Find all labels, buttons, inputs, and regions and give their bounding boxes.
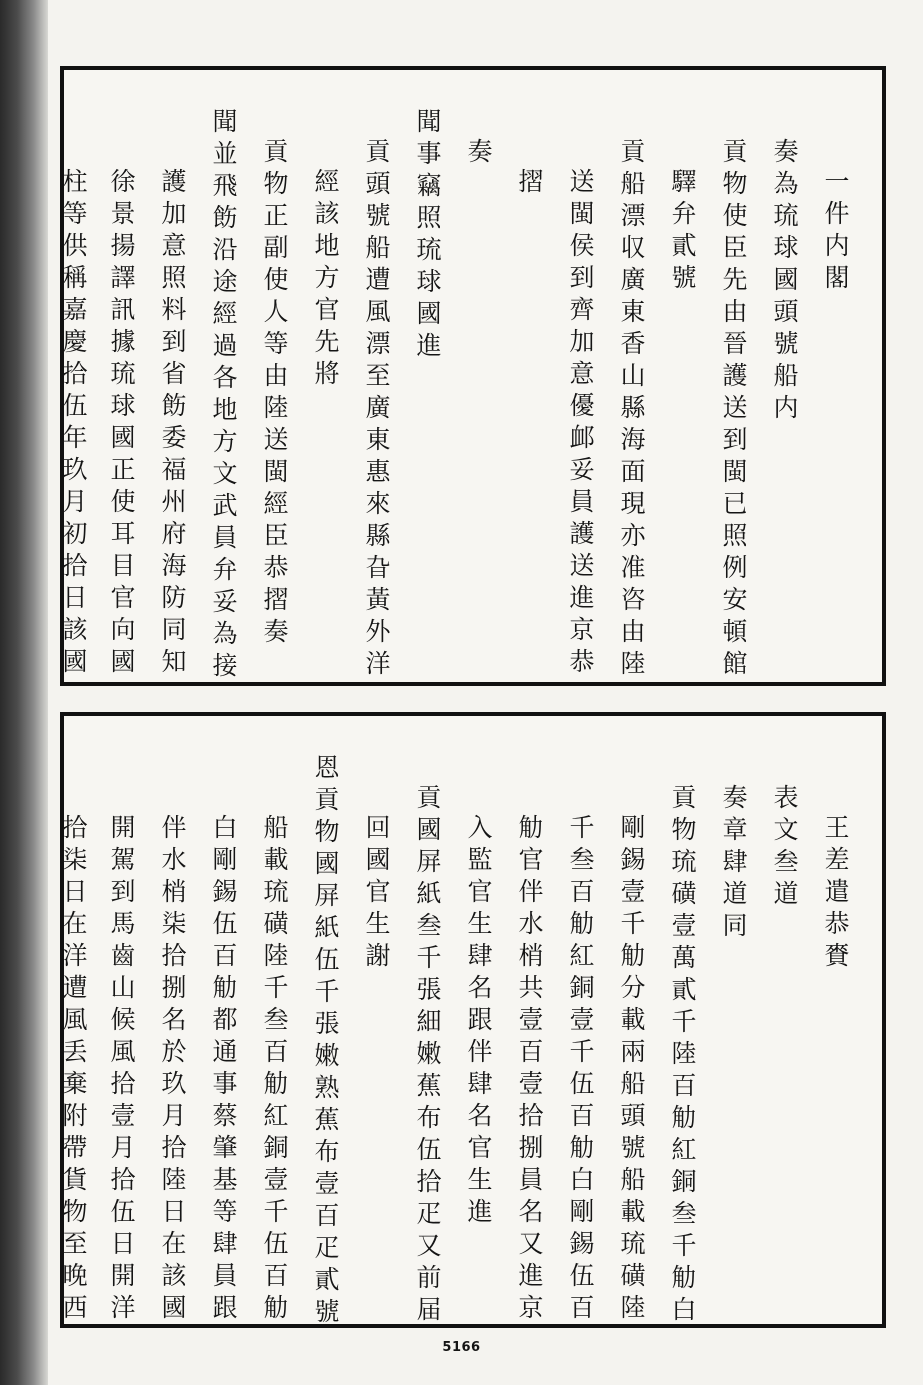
text-column: 入監官生肆名跟伴肆名官生進 (464, 814, 493, 1230)
text-column: 聞並飛飭沿途經過各地方文武員弁妥為接 (209, 108, 238, 684)
upper-document-panel (60, 66, 886, 686)
text-column: 貢物琉磺壹萬貳千陸百觔紅銅叁千觔白 (668, 784, 697, 1328)
text-column: 聞事竊照琉球國進 (413, 108, 442, 364)
text-column: 護加意照料到省飭委福州府海防同知 (158, 168, 187, 680)
text-column: 回國官生謝 (362, 814, 391, 974)
lower-document-panel (60, 712, 886, 1328)
text-column: 開駕到馬齒山候風拾壹月拾伍日開洋 (107, 814, 136, 1326)
text-column: 一件内閣 (821, 168, 850, 296)
text-column: 王差遣恭賚 (821, 814, 850, 974)
text-column: 貢頭號船遭風漂至廣東惠來縣旮黃外洋 (362, 138, 391, 682)
text-column: 貢物使臣先由晉護送到閩已照例安頓館 (719, 138, 748, 682)
text-column: 千叁百觔紅銅壹千伍百觔白剛錫伍百 (566, 814, 595, 1326)
page-number: 5166 (442, 1340, 481, 1355)
text-column: 貢物正副使人等由陸送閩經臣恭摺奏 (260, 138, 289, 650)
text-column: 觔官伴水梢共壹百壹拾捌員名又進京 (515, 814, 544, 1326)
text-column: 奏 (464, 138, 493, 170)
text-column: 伴水梢柒拾捌名於玖月拾陸日在該國 (158, 814, 187, 1326)
text-column: 表文叁道 (770, 784, 799, 912)
book-binding-shadow (0, 0, 48, 1385)
text-column: 送閩侯到齊加意優䘏妥員護送進京恭 (566, 168, 595, 680)
text-column: 驛弁貳號 (668, 168, 697, 296)
text-column: 貢船漂収廣東香山縣海面現亦准咨由陸 (617, 138, 646, 682)
text-column: 貢國屏紙叁千張細嫩蕉布伍拾疋又前届 (413, 784, 442, 1328)
text-column: 拾柒日在洋遭風丢棄附帶貨物至晚西 (59, 814, 88, 1326)
text-column: 徐景揚譯訊據琉球國正使耳目官向國 (107, 168, 136, 680)
text-column: 剛錫壹千觔分載兩船頭號船載琉磺陸 (617, 814, 646, 1326)
text-column: 奏章肆道同 (719, 784, 748, 944)
text-column: 恩貢物國屏紙伍千張嫩熟蕉布壹百疋貳號 (311, 754, 340, 1330)
text-column: 奏為琉球國頭號船内 (770, 138, 799, 426)
text-column: 船載琉磺陸千叁百觔紅銅壹千伍百觔 (260, 814, 289, 1326)
text-column: 柱等供稱嘉慶拾伍年玖月初拾日該國 (59, 168, 88, 680)
text-column: 白剛錫伍百觔都通事蔡肇基等肆員跟 (209, 814, 238, 1326)
text-column: 經該地方官先將 (311, 168, 340, 392)
text-column: 摺 (515, 168, 544, 200)
